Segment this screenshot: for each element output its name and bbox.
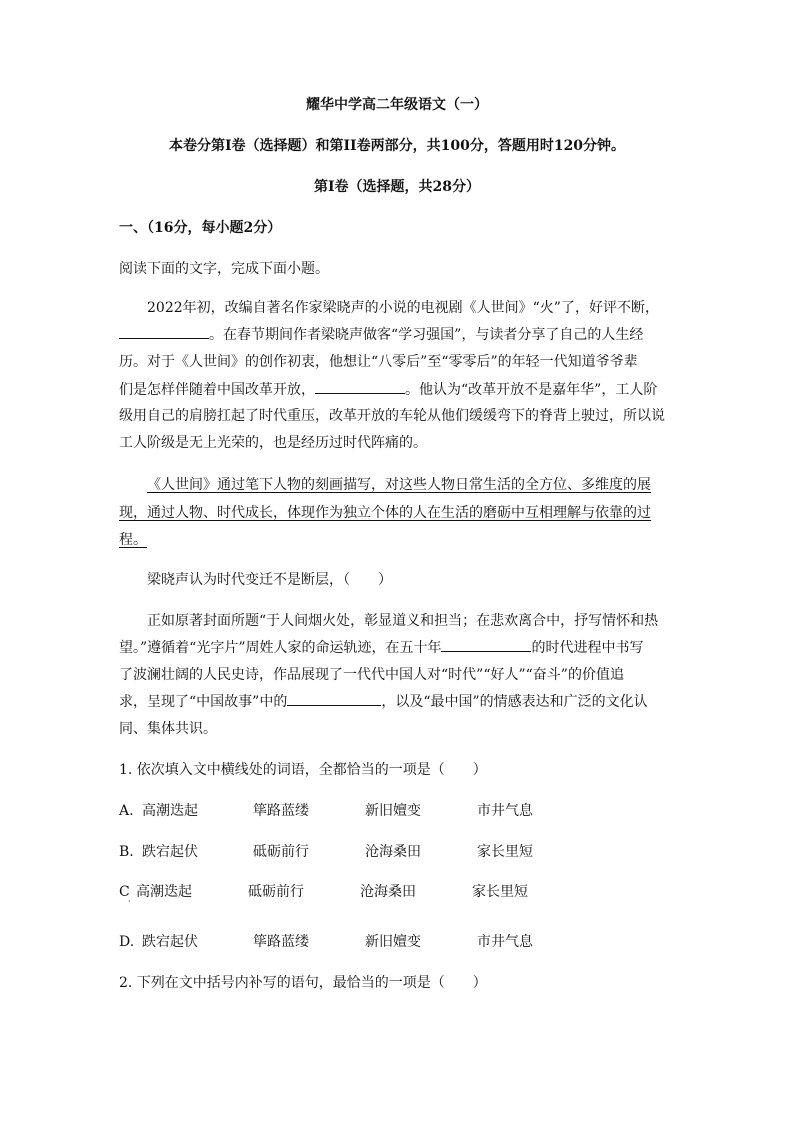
option-item: 砥砺前行 xyxy=(248,884,304,900)
option-item: 市井气息 xyxy=(477,934,533,950)
paragraph-line: 同、集体共识。 xyxy=(119,721,217,737)
paragraph-text: 。在春节期间作者梁晓声做客“学习强国”，与读者分享了自己的人生经 xyxy=(209,327,644,343)
fill-blank xyxy=(287,691,381,706)
fill-blank xyxy=(441,637,531,652)
paragraph-line xyxy=(119,324,643,346)
paragraph-line: 2022年初，改编自著名作家梁晓声的小说的电视剧《人世间》“火”了，好评不断， xyxy=(147,300,659,316)
fill-blank xyxy=(119,324,209,339)
option-label: B. xyxy=(119,844,134,860)
paragraph-line: 了波澜壮阔的人民史诗，作品展现了一代代中国人对“时代”“好人”“奋斗”的价值追 xyxy=(119,667,624,683)
option-item: 家长里短 xyxy=(472,884,528,900)
stray-dot: · xyxy=(128,897,131,906)
reading-instruction: 阅读下面的文字，完成下面小题。 xyxy=(119,261,329,277)
paragraph-line: 程。 xyxy=(119,532,147,548)
exam-instructions: 本卷分第Ⅰ卷（选择题）和第II卷两部分，共100分，答题用时120分钟。 xyxy=(168,138,626,154)
option-label: D. xyxy=(119,934,135,950)
paragraph-line: 级用自己的肩膀扛起了时代重压，改革开放的车轮从他们缓缓弯下的脊背上驶过，所以说 xyxy=(119,408,665,424)
question-1-stem: 1. 依次填入文中横线处的词语，全都恰当的一项是（ ） xyxy=(119,762,487,778)
fill-blank xyxy=(315,379,405,394)
paragraph-text: 求，呈现了“中国故事”中的 xyxy=(119,694,288,710)
page-title: 耀华中学高二年级语文（一） xyxy=(306,97,488,113)
option-item: 新旧嬗变 xyxy=(365,934,421,950)
option-item: 高潮迭起 xyxy=(136,884,192,900)
question-2-stem: 2. 下列在文中括号内补写的语句，最恰当的一项是（ ） xyxy=(119,975,487,991)
paragraph-line: 历。对于《人世间》的创作初衷，他想让“八零后”至“零零后”的年轻一代知道爷爷辈 xyxy=(119,354,638,370)
option-label: C xyxy=(119,884,130,900)
option-item: 筚路蓝缕 xyxy=(253,934,309,950)
option-item: 跌宕起伏 xyxy=(142,934,198,950)
option-item: 新旧嬗变 xyxy=(365,803,421,819)
paragraph-3: 梁晓声认为时代变迁不是断层，（ ） xyxy=(147,572,392,588)
paragraph-line xyxy=(119,379,657,401)
option-item: 高潮迭起 xyxy=(142,803,198,819)
option-item: 砥砺前行 xyxy=(253,844,309,860)
paragraph-text: 望。”遵循着“光字片”周姓人家的命运轨迹，在五十年 xyxy=(119,640,442,656)
option-item: 沧海桑田 xyxy=(365,844,421,860)
paragraph-line: 正如原著封面所题“于人间烟火处，彰显道义和担当；在悲欢离合中，抒写情怀和热 xyxy=(147,613,659,629)
paragraph-text: 们是怎样伴随着中国改革开放， xyxy=(119,382,315,398)
option-item: 沧海桑田 xyxy=(360,884,416,900)
paragraph-line xyxy=(119,691,648,713)
paragraph-line: 现，通过人物、时代成长，体现作为独立个体的人在生活的磨砺中互相理解与依靠的过 xyxy=(119,505,651,521)
paragraph-text: 。他认为“改革开放不是嘉年华”，工人阶 xyxy=(405,382,658,398)
paragraph-line: 工人阶级是无上光荣的，也是经历过时代阵痛的。 xyxy=(119,435,427,451)
paragraph-text: ，以及“最中国”的情感表达和广泛的文化认 xyxy=(381,694,648,710)
option-item: 家长里短 xyxy=(477,844,533,860)
part-heading: 第Ⅰ卷（选择题，共28分） xyxy=(313,179,481,195)
paragraph-text: 的时代进程中书写 xyxy=(531,640,644,656)
option-label: A. xyxy=(119,803,134,819)
option-item: 市井气息 xyxy=(477,803,533,819)
paragraph-line: 《人世间》通过笔下人物的刻画描写，对这些人物日常生活的全方位、多维度的展 xyxy=(147,477,651,493)
option-item: 筚路蓝缕 xyxy=(253,803,309,819)
paragraph-line xyxy=(119,637,643,659)
option-item: 跌宕起伏 xyxy=(142,844,198,860)
section-heading: 一、（16分，每小题2分） xyxy=(119,220,282,236)
